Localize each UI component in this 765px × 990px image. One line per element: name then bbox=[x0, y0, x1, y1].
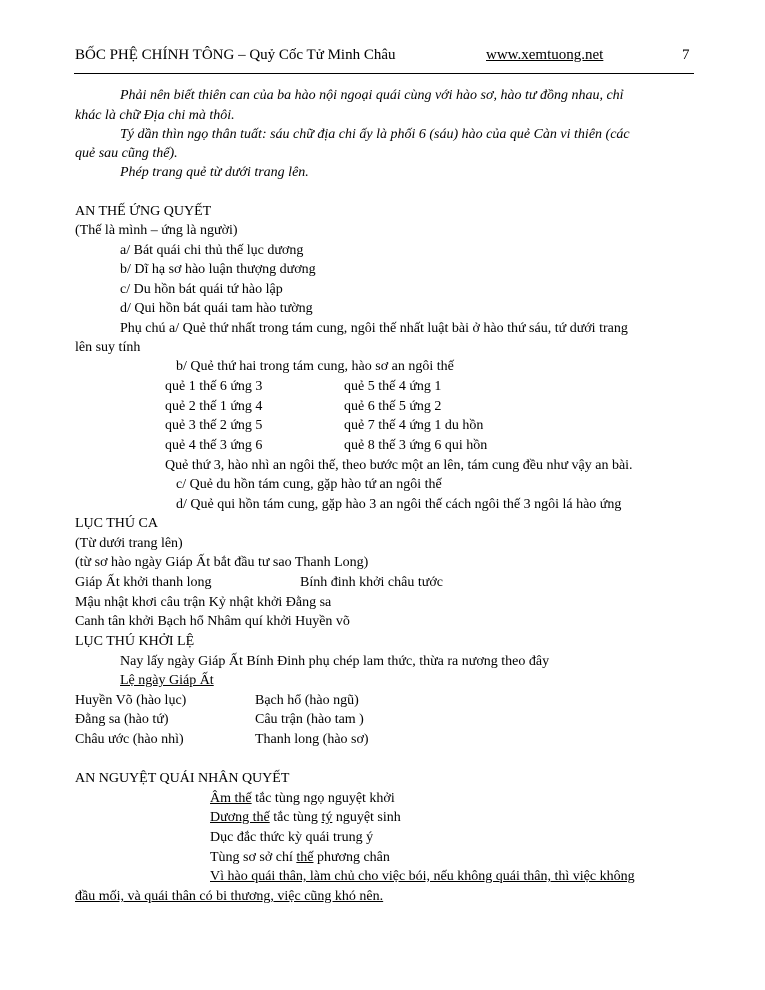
khoi-le-line-1: Nay lấy ngày Giáp Ất Bính Đinh phụ chép lam thức, thừa ra nương theo đây bbox=[120, 654, 550, 669]
section-title-an-nguyet: AN NGUYỆT QUÁI NHÂN QUYẾT bbox=[75, 771, 290, 786]
an-nguyet-line-2-rest: nguyệt sinh bbox=[332, 810, 401, 825]
website-link[interactable]: www.xemtuong.net bbox=[486, 47, 604, 63]
khoi-le-right-2: Câu trận (hào tam ) bbox=[255, 712, 364, 727]
que-table-right-4: quẻ 8 thế 3 ứng 6 qui hồn bbox=[344, 438, 488, 453]
que-table-right-1: quẻ 5 thế 4 ứng 1 bbox=[344, 379, 442, 394]
an-nguyet-line-4-rest: phương chân bbox=[313, 850, 390, 865]
khoi-le-subtitle: Lệ ngày Giáp Ất bbox=[120, 673, 214, 688]
khoi-le-left-3: Châu ước (hào nhì) bbox=[75, 732, 184, 747]
phu-chu-d: d/ Quẻ qui hồn tám cung, gặp hào 3 an ngôi thế cách ngôi thế 3 ngôi lá hào ứng bbox=[176, 497, 622, 512]
intro-paragraph-2: Tý dần thìn ngọ thân tuất: sáu chữ địa chi ấy là phối 6 (sáu) hào của quẻ Càn vi thiên (các bbox=[120, 127, 630, 142]
phu-chu-b: b/ Quẻ thứ hai trong tám cung, hào sơ an ngôi thế bbox=[176, 359, 454, 374]
an-nguyet-line-2-mid: tắc tùng bbox=[269, 810, 322, 825]
section-title-luc-thu-khoi-le: LỤC THÚ KHỞI LỆ bbox=[75, 634, 195, 649]
khoi-le-right-1: Bạch hổ (hào ngũ) bbox=[255, 693, 359, 708]
an-the-note: (Thế là mình – ứng là người) bbox=[75, 223, 238, 238]
intro-paragraph-1-cont: khác là chữ Địa chi mà thôi. bbox=[75, 108, 235, 123]
luc-thu-ca-line-1: (Từ dưới trang lên) bbox=[75, 536, 183, 551]
luc-thu-ca-line-5: Canh tân khởi Bạch hổ Nhâm quí khởi Huyền võ bbox=[75, 614, 350, 629]
an-nguyet-line-1 bbox=[210, 790, 395, 808]
an-the-item-d: d/ Qui hồn bát quái tam hào tường bbox=[120, 301, 313, 316]
luc-thu-ca-line-2: (từ sơ hào ngày Giáp Ất bắt đầu tư sao Thanh Long) bbox=[75, 555, 369, 570]
ty-term: tý bbox=[321, 810, 333, 825]
an-nguyet-line-2 bbox=[210, 809, 401, 827]
phu-chu-a: Phụ chú a/ Quẻ thứ nhất trong tám cung, ngôi thế nhất luật bài ở hào thứ sáu, tứ dưới trang bbox=[120, 321, 628, 336]
an-the-item-c: c/ Du hồn bát quái tứ hào lập bbox=[120, 282, 283, 297]
document-title: BỐC PHỆ CHÍNH TÔNG – Quỷ Cốc Tử Minh Châu bbox=[75, 47, 396, 63]
section-title-luc-thu-ca: LỤC THÚ CA bbox=[75, 516, 158, 531]
intro-paragraph-2-cont: quẻ sau cũng thế). bbox=[75, 146, 178, 161]
que-table-left-2: quẻ 2 thế 1 ứng 4 bbox=[165, 399, 263, 414]
the-term: thế bbox=[296, 850, 314, 865]
page-number: 7 bbox=[682, 47, 690, 63]
header-rule bbox=[74, 73, 694, 74]
an-nguyet-line-4-start: Tùng sơ sở chí bbox=[210, 850, 297, 865]
que-table-right-3: quẻ 7 thế 4 ứng 1 du hồn bbox=[344, 418, 484, 433]
que-table-right-2: quẻ 6 thế 5 ứng 2 bbox=[344, 399, 442, 414]
duong-the-term: Dương thế bbox=[210, 810, 270, 825]
luc-thu-ca-line-3b: Bính đinh khởi châu tước bbox=[300, 575, 443, 590]
intro-paragraph-3: Phép trang quẻ từ dưới trang lên. bbox=[120, 165, 309, 180]
an-nguyet-line-4 bbox=[210, 849, 390, 867]
luc-thu-ca-line-3a: Giáp Ất khởi thanh long bbox=[75, 575, 212, 590]
phu-chu-c: c/ Quẻ du hồn tám cung, gặp hào tứ an ngôi thế bbox=[176, 477, 442, 492]
section-title-an-the: AN THẾ ỨNG QUYẾT bbox=[75, 204, 212, 219]
khoi-le-left-2: Đằng sa (hào tứ) bbox=[75, 712, 169, 727]
an-nguyet-conclusion: Vì hào quái thân, làm chủ cho việc bói, nếu không quái thân, thì việc không bbox=[210, 869, 635, 884]
an-nguyet-conclusion-cont: đầu mối, và quái thân có bi thương, việc cũng khó nên. bbox=[75, 889, 384, 904]
am-the-term: Âm thế bbox=[210, 791, 252, 806]
que-thu-3: Quẻ thứ 3, hào nhì an ngôi thế, theo bước một an lên, tám cung đều như vậy an bài. bbox=[165, 458, 633, 473]
an-the-item-b: b/ Dĩ hạ sơ hào luận thượng dương bbox=[120, 262, 316, 277]
khoi-le-left-1: Huyền Võ (hào lục) bbox=[75, 693, 187, 708]
khoi-le-right-3: Thanh long (hào sơ) bbox=[255, 732, 369, 747]
an-the-item-a: a/ Bát quái chi thủ thế lục dương bbox=[120, 243, 304, 258]
page-header bbox=[75, 47, 692, 67]
que-table-left-3: quẻ 3 thế 2 ứng 5 bbox=[165, 418, 263, 433]
que-table-left-1: quẻ 1 thế 6 ứng 3 bbox=[165, 379, 263, 394]
an-nguyet-line-3: Dục đắc thức kỳ quái trung ý bbox=[210, 830, 374, 845]
que-table-left-4: quẻ 4 thế 3 ứng 6 bbox=[165, 438, 263, 453]
luc-thu-ca-line-4: Mậu nhật khơi câu trận Kỷ nhật khởi Đằng sa bbox=[75, 595, 332, 610]
phu-chu-a-cont: lên suy tính bbox=[75, 340, 141, 355]
an-nguyet-line-1-rest: tắc tùng ngọ nguyệt khởi bbox=[251, 791, 395, 806]
intro-paragraph-1: Phải nên biết thiên can của ba hào nội ngoại quái cùng với hào sơ, hào tư đồng nhau, chỉ bbox=[120, 88, 624, 103]
